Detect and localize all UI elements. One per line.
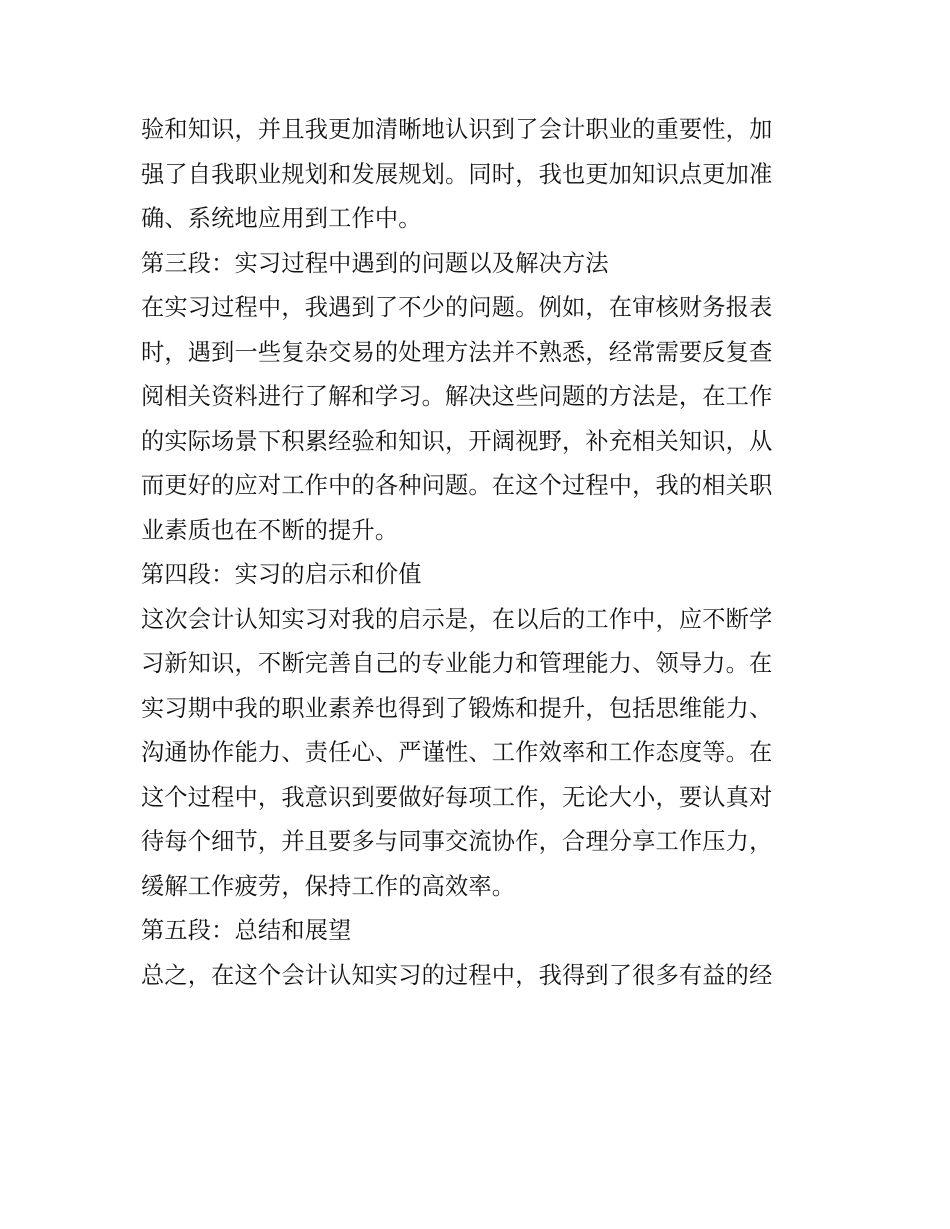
text-line: 习新知识，不断完善自己的专业能力和管理能力、领导力。在 xyxy=(141,650,773,677)
text-line: 在实习过程中，我遇到了不少的问题。例如，在审核财务报表 xyxy=(141,294,773,321)
text-line: 业素质也在不断的提升。 xyxy=(141,516,399,544)
text-line: 的实际场景下积累经验和知识，开阔视野，补充相关知识，从 xyxy=(141,427,773,455)
text-line: 验和知识，并且我更加清晰地认识到了会计职业的重要性，加 xyxy=(141,116,773,143)
text-line: 确、系统地应用到工作中。 xyxy=(141,205,422,232)
text-line: 待每个细节，并且要多与同事交流协作，合理分享工作压力， xyxy=(141,828,773,855)
text-line: 这次会计认知实习对我的启示是，在以后的工作中，应不断学 xyxy=(141,605,773,633)
text-line: 沟通协作能力、责任心、严谨性、工作效率和工作态度等。在 xyxy=(141,739,773,766)
text-line: 总之，在这个会计认知实习的过程中，我得到了很多有益的经 xyxy=(141,961,773,989)
section-heading-5: 第五段：总结和展望 xyxy=(141,917,352,944)
section-heading-4: 第四段：实习的启示和价值 xyxy=(141,561,422,588)
text-line: 实习期中我的职业素养也得到了锻炼和提升，包括思维能力、 xyxy=(141,694,773,722)
text-line: 阅相关资料进行了解和学习。解决这些问题的方法是，在工作 xyxy=(141,383,773,410)
section-heading-3: 第三段：实习过程中遇到的问题以及解决方法 xyxy=(141,249,609,277)
text-line: 时，遇到一些复杂交易的处理方法并不熟悉，经常需要反复查 xyxy=(141,338,773,366)
text-line: 强了自我职业规划和发展规划。同时，我也更加知识点更加准 xyxy=(141,160,773,188)
text-line: 缓解工作疲劳，保持工作的高效率。 xyxy=(141,872,516,900)
text-line: 这个过程中，我意识到要做好每项工作，无论大小，要认真对 xyxy=(141,783,773,811)
body-text xyxy=(141,108,813,998)
text-line: 而更好的应对工作中的各种问题。在这个过程中，我的相关职 xyxy=(141,472,773,499)
